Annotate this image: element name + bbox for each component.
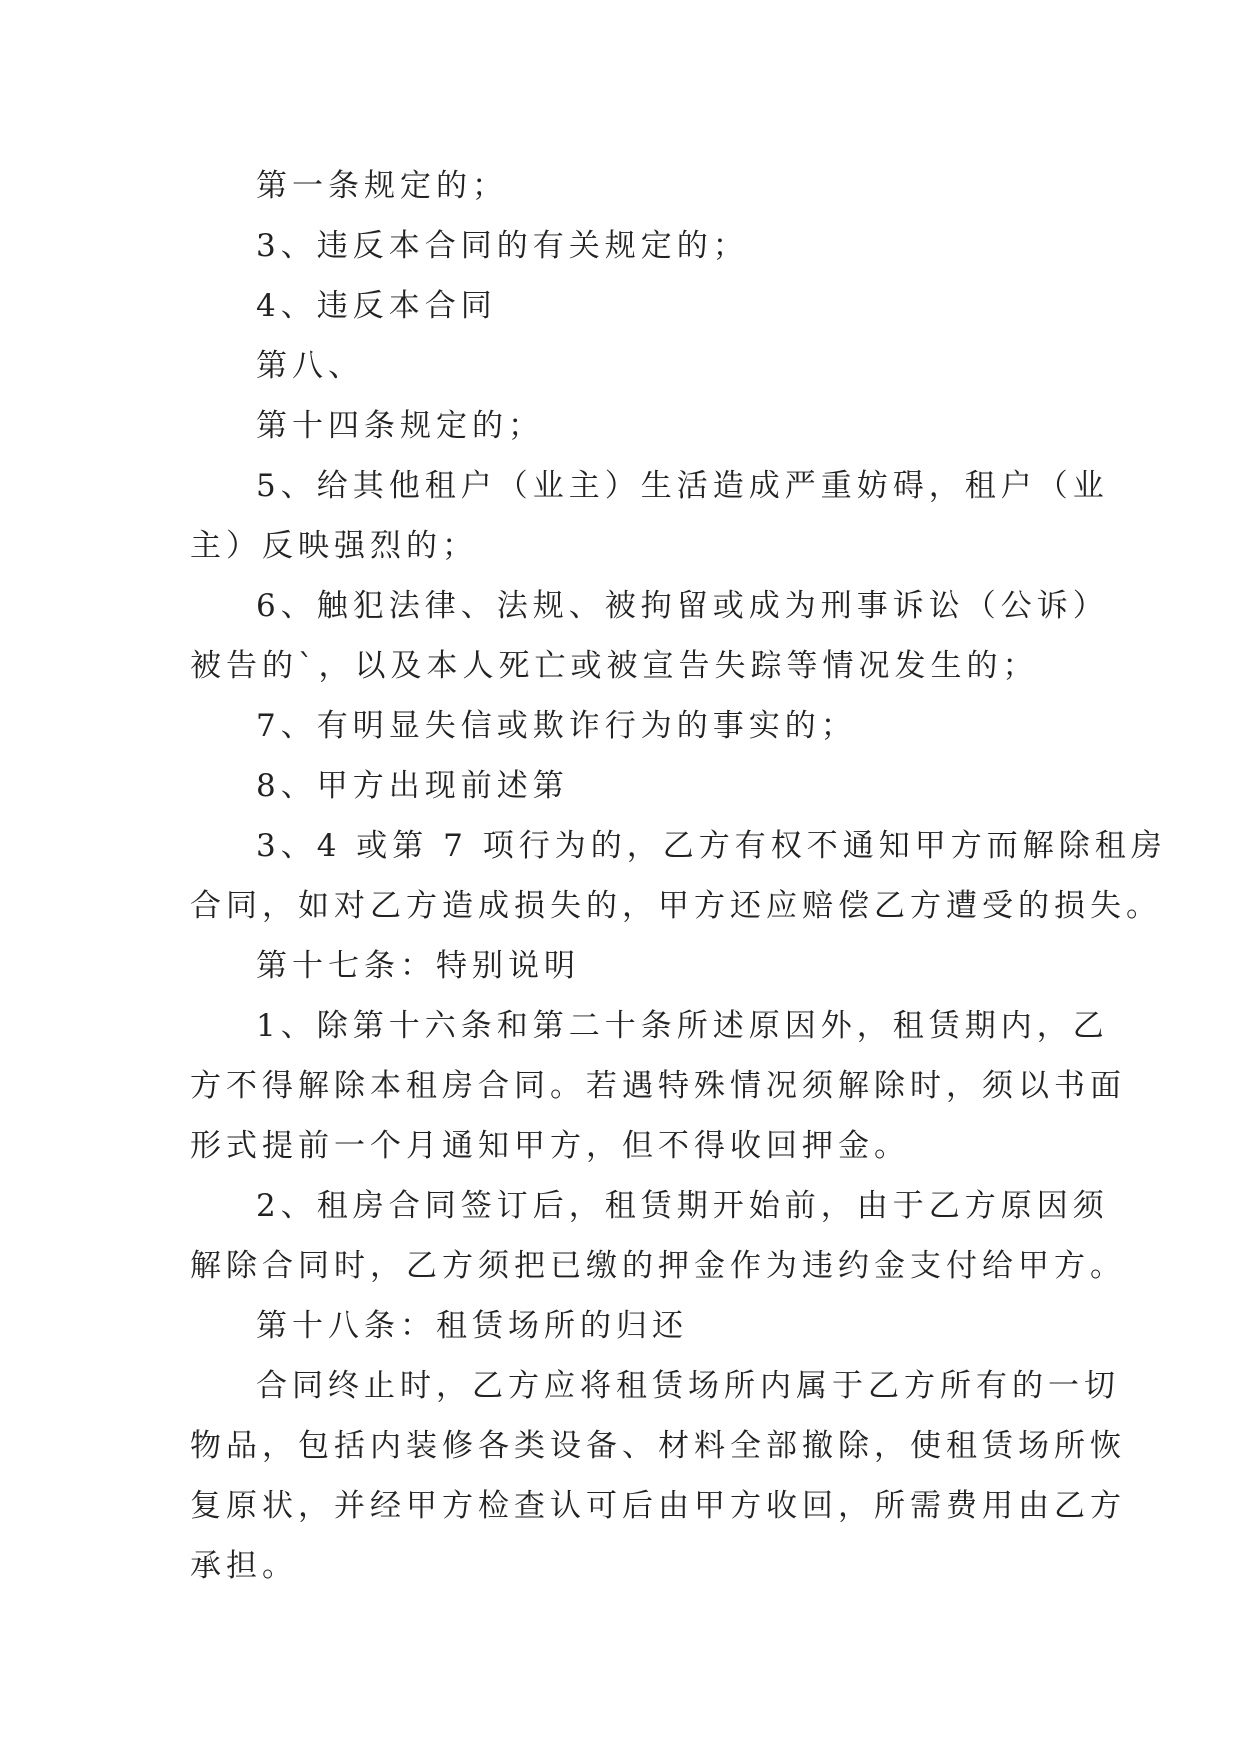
text-line: 8、甲方出现前述第 bbox=[256, 768, 569, 804]
text-line: 形式提前一个月通知甲方，但不得收回押金。 bbox=[190, 1128, 910, 1164]
text-line: 3、违反本合同的有关规定的； bbox=[256, 228, 749, 264]
text-line: 5、给其他租户（业主）生活造成严重妨碍，租户（业 bbox=[256, 468, 1109, 504]
text-line: 第十四条规定的； bbox=[256, 408, 544, 444]
text-line: 解除合同时，乙方须把已缴的押金作为违约金支付给甲方。 bbox=[190, 1248, 1126, 1284]
section-heading: 第十八条：租赁场所的归还 bbox=[256, 1308, 688, 1344]
text-line: 复原状，并经甲方检查认可后由甲方收回，所需费用由乙方 bbox=[190, 1488, 1126, 1524]
text-line: 被告的`，以及本人死亡或被宣告失踪等情况发生的； bbox=[190, 648, 1039, 684]
text-line: 第八、 bbox=[256, 348, 364, 384]
text-line: 承担。 bbox=[190, 1548, 298, 1584]
text-line: 第一条规定的； bbox=[256, 168, 508, 204]
text-line: 6、触犯法律、法规、被拘留或成为刑事诉讼（公诉） bbox=[256, 588, 1109, 624]
text-line: 主）反映强烈的； bbox=[190, 528, 478, 564]
document-body bbox=[190, 156, 1167, 1596]
text-line: 2、租房合同签订后，租赁期开始前，由于乙方原因须 bbox=[256, 1188, 1109, 1224]
text-line: 合同，如对乙方造成损失的，甲方还应赔偿乙方遭受的损失。 bbox=[190, 888, 1162, 924]
text-line: 合同终止时，乙方应将租赁场所内属于乙方所有的一切 bbox=[256, 1368, 1120, 1404]
text-line: 3、4 或第 7 项行为的，乙方有权不通知甲方而解除租房 bbox=[256, 828, 1167, 864]
text-line: 1、除第十六条和第二十条所述原因外，租赁期内，乙 bbox=[256, 1008, 1109, 1044]
section-heading: 第十七条：特别说明 bbox=[256, 948, 580, 984]
text-line: 物品，包括内装修各类设备、材料全部撤除，使租赁场所恢 bbox=[190, 1428, 1126, 1464]
text-line: 7、有明显失信或欺诈行为的事实的； bbox=[256, 708, 857, 744]
text-line: 方不得解除本租房合同。若遇特殊情况须解除时，须以书面 bbox=[190, 1068, 1126, 1104]
text-line: 4、违反本合同 bbox=[256, 288, 497, 324]
